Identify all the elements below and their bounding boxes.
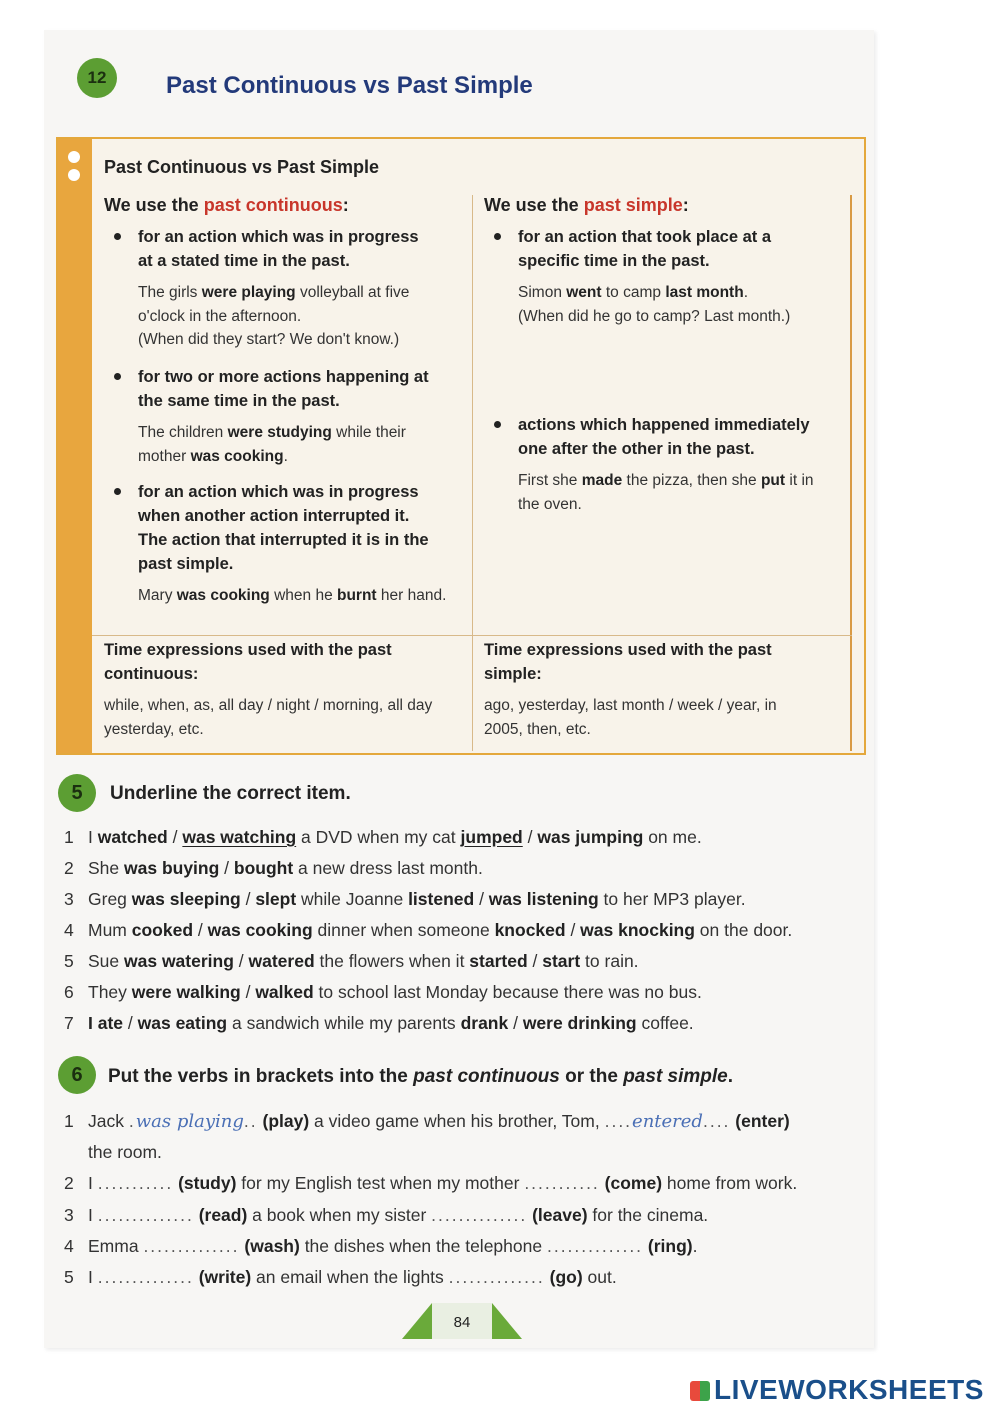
box-right-border xyxy=(850,195,852,751)
bullet-icon xyxy=(494,233,501,240)
page-number-footer xyxy=(402,1303,522,1339)
right-column-heading: We use the past simple: xyxy=(484,195,689,215)
bullet-icon xyxy=(114,233,121,240)
exercise-6-badge: 6 xyxy=(58,1056,96,1094)
bullet-icon xyxy=(494,421,501,428)
time-expressions-past-simple: ago, yesterday, last month / week / year, in 2005, then, etc. xyxy=(484,697,777,738)
time-expressions-past-continuous-heading: Time expressions used with the past continuous: xyxy=(104,641,392,683)
time-expressions-past-simple-heading: Time expressions used with the past simple: xyxy=(484,641,772,683)
right-rule-1: for an action that took place at a specific time in the past. xyxy=(518,228,772,270)
page-title: Past Continuous vs Past Simple xyxy=(166,72,533,99)
column-divider xyxy=(472,195,473,751)
box-side-strip xyxy=(58,139,92,753)
time-expressions-past-continuous: while, when, as, all day / night / morning, all day yesterday, etc. xyxy=(104,697,433,738)
left-example-2: The children were studying while their mother was cooking. xyxy=(138,424,406,465)
row-divider xyxy=(92,635,852,636)
liveworksheets-logo: LIVEWORKSHEETS xyxy=(690,1374,984,1406)
right-example-2: First she made the pizza, then she put it in the oven. xyxy=(518,472,814,513)
right-example-1: Simon went to camp last month. (When did he go to camp? Last month.) xyxy=(518,284,791,325)
right-rule-2: actions which happened immediately one after the other in the past. xyxy=(518,416,810,458)
exercise-6-instruction: Put the verbs in brackets into the past continuous or the past simple. xyxy=(108,1066,734,1087)
left-rule-2: for two or more actions happening at the same time in the past. xyxy=(138,368,429,410)
grammar-box xyxy=(56,137,866,755)
liveworksheets-logo-icon xyxy=(690,1381,710,1401)
left-rule-1: for an action which was in progress at a stated time in the past. xyxy=(138,228,419,270)
left-column-heading: We use the past continuous: xyxy=(104,195,349,215)
exercise-5-instruction: Underline the correct item. xyxy=(110,783,351,804)
left-example-3: Mary was cooking when he burnt her hand. xyxy=(138,587,447,604)
left-example-1: The girls were playing volleyball at five o'clock in the afternoon. (When did they start? We don't know.) xyxy=(138,284,410,348)
page-corner-right-icon xyxy=(492,1303,522,1339)
page-corner-left-icon xyxy=(402,1303,432,1339)
strip-dot-icon xyxy=(68,169,80,181)
bullet-icon xyxy=(114,488,121,495)
left-rule-3: for an action which was in progress when another action interrupted it. The action that interrupted it is in the past simple. xyxy=(138,483,429,573)
exercise-5-badge: 5 xyxy=(58,774,96,812)
strip-dot-icon xyxy=(68,151,80,163)
page-number: 84 xyxy=(432,1303,492,1339)
unit-number-badge: 12 xyxy=(77,58,117,98)
box-title: Past Continuous vs Past Simple xyxy=(104,157,380,177)
bullet-icon xyxy=(114,373,121,380)
